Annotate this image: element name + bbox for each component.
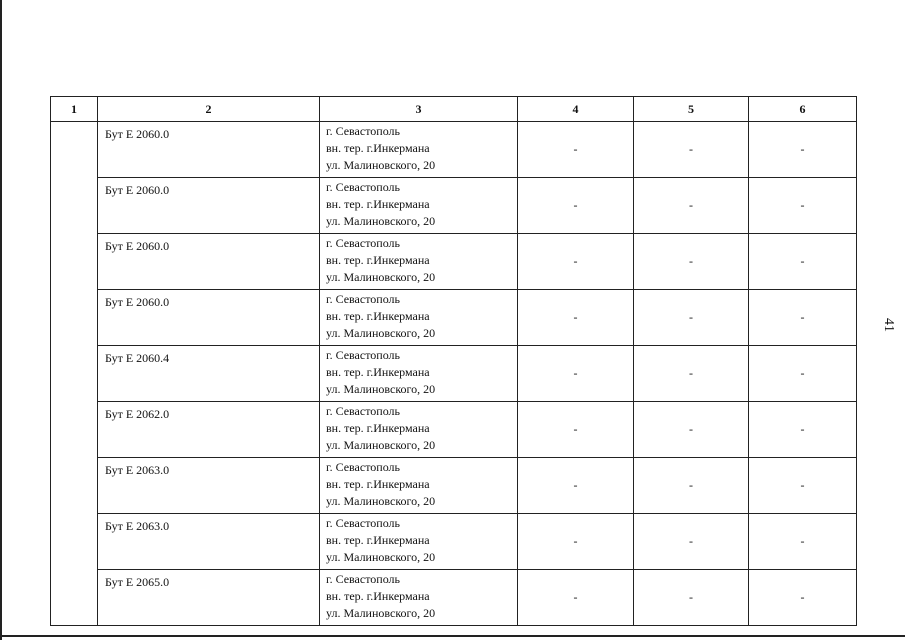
- table-row: [51, 570, 857, 626]
- col-5-cell: -: [634, 402, 749, 458]
- header-col-6: 6: [749, 97, 857, 122]
- object-name-cell: Бут Е 2065.0: [98, 570, 320, 626]
- col-4-cell: -: [518, 234, 634, 290]
- merged-number-cell: [51, 122, 98, 626]
- object-name-cell: Бут Е 2063.0: [98, 514, 320, 570]
- address-street: ул. Малиновского, 20: [326, 214, 436, 228]
- col-5-cell: -: [634, 458, 749, 514]
- address-street: ул. Малиновского, 20: [326, 270, 436, 284]
- col-4-cell: -: [518, 402, 634, 458]
- object-name-cell: Бут Е 2060.0: [98, 122, 320, 178]
- data-table: [50, 96, 857, 626]
- object-name-cell: Бут Е 2062.0: [98, 402, 320, 458]
- address-cell: [320, 346, 518, 402]
- col-6-cell: -: [749, 290, 857, 346]
- object-name-cell: Бут Е 2063.0: [98, 458, 320, 514]
- object-name-cell: Бут Е 2060.0: [98, 178, 320, 234]
- object-name-cell: Бут Е 2060.4: [98, 346, 320, 402]
- col-6-cell: -: [749, 234, 857, 290]
- table-body: [51, 122, 857, 626]
- address-territory: вн. тер. г.Инкермана: [326, 533, 430, 547]
- col-6-cell: -: [749, 178, 857, 234]
- col-5-cell: -: [634, 234, 749, 290]
- col-4-cell: -: [518, 458, 634, 514]
- address-cell: [320, 402, 518, 458]
- address-city: г. Севастополь: [326, 236, 401, 250]
- col-6-cell: -: [749, 514, 857, 570]
- col-4-cell: -: [518, 178, 634, 234]
- header-col-2: 2: [98, 97, 320, 122]
- table-row: [51, 122, 857, 178]
- scan-edge-bottom: [0, 635, 905, 637]
- address-territory: вн. тер. г.Инкермана: [326, 477, 430, 491]
- address-city: г. Севастополь: [326, 124, 401, 138]
- col-6-cell: -: [749, 346, 857, 402]
- table-header-row: [51, 97, 857, 122]
- address-territory: вн. тер. г.Инкермана: [326, 421, 430, 435]
- table-row: [51, 514, 857, 570]
- address-city: г. Севастополь: [326, 404, 401, 418]
- col-4-cell: -: [518, 346, 634, 402]
- col-6-cell: -: [749, 570, 857, 626]
- col-5-cell: -: [634, 346, 749, 402]
- col-4-cell: -: [518, 514, 634, 570]
- address-street: ул. Малиновского, 20: [326, 438, 436, 452]
- address-territory: вн. тер. г.Инкермана: [326, 197, 430, 211]
- address-territory: вн. тер. г.Инкермана: [326, 589, 430, 603]
- address-street: ул. Малиновского, 20: [326, 326, 436, 340]
- address-street: ул. Малиновского, 20: [326, 382, 436, 396]
- col-5-cell: -: [634, 290, 749, 346]
- address-cell: [320, 122, 518, 178]
- object-name-cell: Бут Е 2060.0: [98, 234, 320, 290]
- address-street: ул. Малиновского, 20: [326, 550, 436, 564]
- col-4-cell: -: [518, 122, 634, 178]
- address-cell: [320, 178, 518, 234]
- header-col-1: 1: [51, 97, 98, 122]
- address-street: ул. Малиновского, 20: [326, 158, 436, 172]
- col-4-cell: -: [518, 290, 634, 346]
- header-col-4: 4: [518, 97, 634, 122]
- address-cell: [320, 234, 518, 290]
- address-city: г. Севастополь: [326, 292, 401, 306]
- col-5-cell: -: [634, 514, 749, 570]
- address-city: г. Севастополь: [326, 460, 401, 474]
- header-col-3: 3: [320, 97, 518, 122]
- address-city: г. Севастополь: [326, 348, 401, 362]
- address-cell: [320, 570, 518, 626]
- address-city: г. Севастополь: [326, 516, 401, 530]
- scan-edge-left: [0, 0, 2, 640]
- address-cell: [320, 514, 518, 570]
- address-city: г. Севастополь: [326, 572, 401, 586]
- table-row: [51, 402, 857, 458]
- page-number: 41: [881, 318, 896, 332]
- col-5-cell: -: [634, 122, 749, 178]
- col-6-cell: -: [749, 458, 857, 514]
- address-cell: [320, 458, 518, 514]
- col-4-cell: -: [518, 570, 634, 626]
- table-row: [51, 346, 857, 402]
- address-territory: вн. тер. г.Инкермана: [326, 365, 430, 379]
- col-6-cell: -: [749, 122, 857, 178]
- address-street: ул. Малиновского, 20: [326, 606, 436, 620]
- address-street: ул. Малиновского, 20: [326, 494, 436, 508]
- table-row: [51, 290, 857, 346]
- col-6-cell: -: [749, 402, 857, 458]
- table-row: [51, 178, 857, 234]
- address-territory: вн. тер. г.Инкермана: [326, 309, 430, 323]
- table-row: [51, 458, 857, 514]
- address-territory: вн. тер. г.Инкермана: [326, 253, 430, 267]
- header-col-5: 5: [634, 97, 749, 122]
- address-city: г. Севастополь: [326, 180, 401, 194]
- address-cell: [320, 290, 518, 346]
- col-5-cell: -: [634, 570, 749, 626]
- object-name-cell: Бут Е 2060.0: [98, 290, 320, 346]
- address-territory: вн. тер. г.Инкермана: [326, 141, 430, 155]
- table-row: [51, 234, 857, 290]
- col-5-cell: -: [634, 178, 749, 234]
